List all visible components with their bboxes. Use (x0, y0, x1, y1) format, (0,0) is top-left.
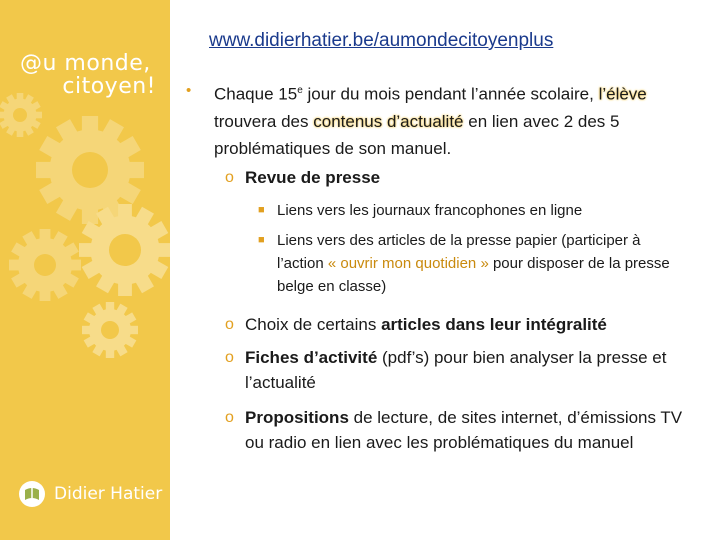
list-item-propositions (225, 405, 695, 455)
list-item-revue (225, 165, 695, 190)
website-link[interactable]: www.didierhatier.be/aumondecitoyenplus (209, 30, 554, 51)
revue-title: Revue de presse (245, 168, 381, 187)
logo-line-1: @u monde, (20, 51, 151, 76)
circle-bullet-icon: o (225, 169, 234, 186)
circle-bullet-icon: o (225, 409, 234, 426)
text-run: pour disposer de la presse belge en classe) (277, 255, 670, 295)
bullet-dot-icon: • (186, 82, 192, 99)
quote-ouvrir: « ouvrir mon quotidien » (327, 255, 489, 272)
bullet-main (186, 77, 690, 162)
square-bullet-icon: ■ (258, 234, 265, 246)
square-bullet-icon: ■ (258, 204, 265, 216)
highlight-eleve: l’élève (598, 84, 647, 104)
journaux-text: Liens vers les journaux francophones en ligne (277, 202, 583, 219)
text-bold: Fiches d’activité (245, 348, 378, 367)
circle-bullet-icon: o (225, 316, 234, 333)
text-run: de lecture, de sites internet, d’émissions TV ou radio en lien avec les problématiques du manuel (245, 408, 683, 452)
logo-line-2: citoyen! (62, 74, 156, 99)
circle-bullet-icon: o (225, 349, 234, 366)
list-item-fiches (225, 345, 695, 395)
list-item-choix (225, 312, 695, 337)
superscript: e (297, 85, 303, 96)
text-bold: Propositions (245, 408, 349, 427)
text-run: en lien avec 2 des 5 problématiques de son manuel. (214, 111, 620, 158)
text-run: trouvera des (214, 111, 314, 131)
text-run: Choix de certains (245, 315, 382, 334)
text-bold: articles dans leur intégralité (381, 315, 607, 334)
list-item-presse-papier (258, 229, 688, 298)
highlight-contenus: contenus d’actualité (313, 111, 464, 131)
text-run: Chaque 15 (214, 84, 298, 104)
text-run: (pdf’s) pour bien analyser la presse et l’actualité (245, 348, 667, 392)
text-run: Liens vers des articles de la presse papier (participer à l’action (277, 232, 641, 272)
list-item-journaux (258, 199, 688, 222)
publisher-name: Didier Hatier (54, 484, 163, 504)
text-run: jour du mois pendant l’année scolaire, (302, 84, 594, 104)
